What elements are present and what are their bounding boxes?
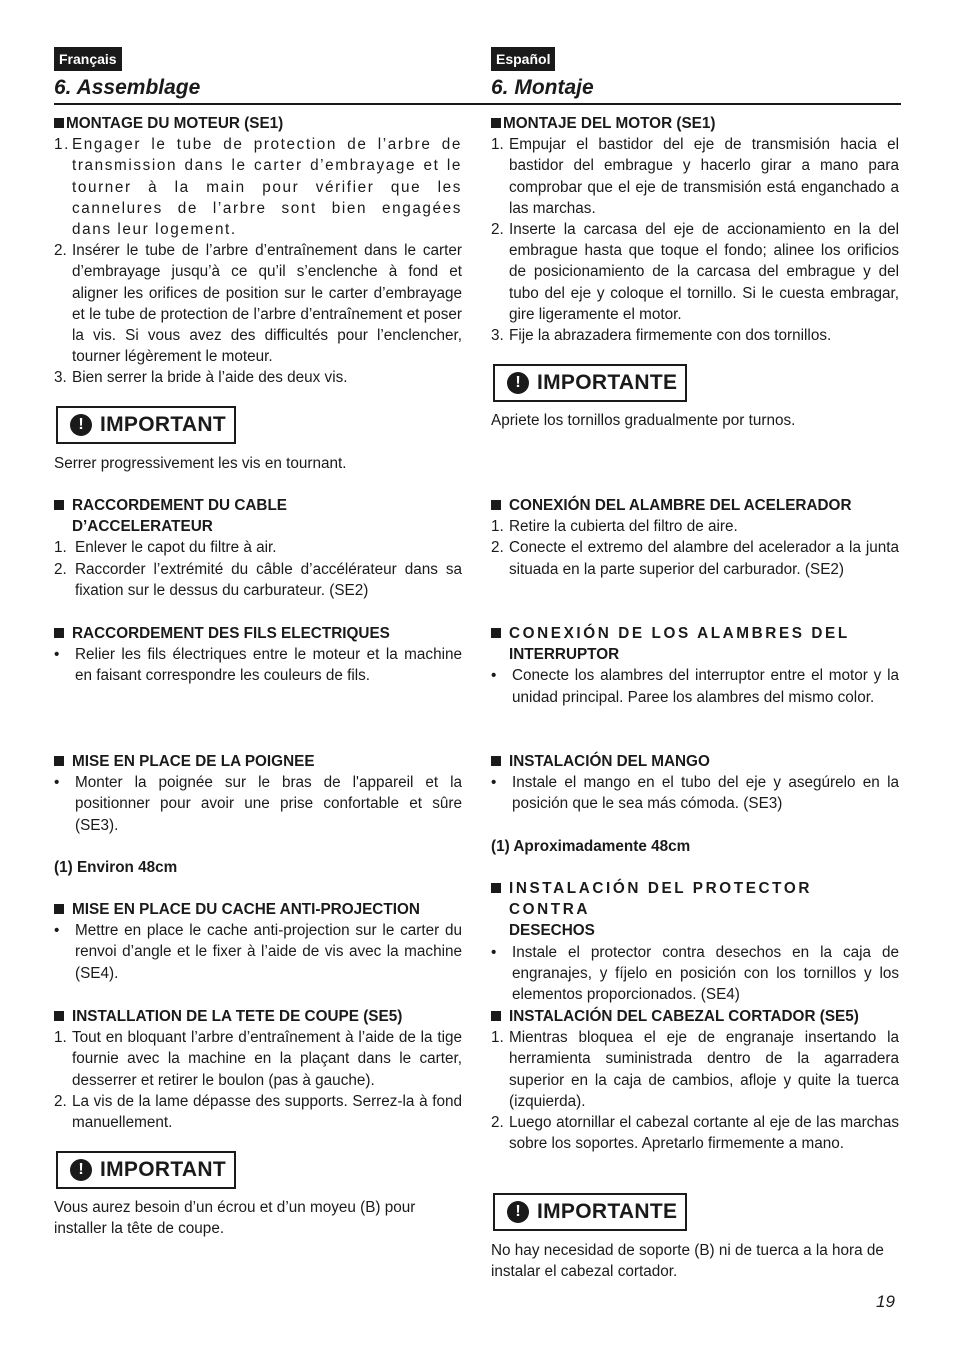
header-rule <box>54 103 901 105</box>
square-bullet-icon <box>54 899 72 920</box>
list-item: • Instale el protector contra desechos en la caja de engranajes, y fíjelo en posición con los tornillos y los elementos proporcionados. (SE4) <box>491 943 899 1004</box>
section-heading: INSTALLATION DE LA TETE DE COUPE (SE5) <box>72 1008 403 1025</box>
warning-icon: ! <box>507 1201 529 1223</box>
section-heading-cont: D’ACCELERATEUR <box>72 518 213 536</box>
list-item: 1. Engager le tube de protection de l’arbre de transmission dans le carter d’embrayage et le tourner à la main pour vérifier que les cannelures de l’arbre sont bien engagées dans leur logement. <box>54 136 462 239</box>
square-bullet-icon <box>491 751 509 772</box>
section-engine-mount <box>54 113 462 389</box>
list-item: 2. Conecte el extremo del alambre del acelerador a la junta situada en la parte superior del carburador. (SE2) <box>491 539 899 578</box>
section-heading: INSTALACIÓN DEL PROTECTOR CONTRA <box>509 880 812 919</box>
square-bullet-icon <box>54 623 72 644</box>
list-item: 1. Mientras bloquea el eje de engranaje insertando la herramienta suministrada dentro de la agarradera superior en la caja de cambios, afloje y quite la tuerca (izquierda). <box>491 1029 899 1110</box>
section-heading: INSTALACIÓN DEL MANGO <box>509 753 710 770</box>
important-text: No hay necesidad de soporte (B) ni de tuerca a la hora de instalar el cabezal cortador. <box>491 1242 884 1281</box>
important-text: Serrer progressivement les vis en tournant. <box>54 455 347 472</box>
list-item: • Monter la poignée sur le bras de l'appareil et la positionner pour avoir une prise confortable et sûre (SE3). <box>54 774 462 834</box>
section-debris-guard <box>54 899 462 984</box>
page-number: 19 <box>876 1292 895 1311</box>
square-bullet-icon <box>491 623 509 644</box>
section-throttle-cable <box>491 495 899 580</box>
section-heading: INSTALACIÓN DEL CABEZAL CORTADOR (SE5) <box>509 1008 859 1025</box>
section-cutting-head <box>54 1006 462 1133</box>
section-engine-mount <box>491 113 899 346</box>
section-heading-cont: INTERRUPTOR <box>509 646 620 664</box>
list-item: 3. Bien serrer la bride à l’aide des deux vis. <box>54 369 348 387</box>
important-label: IMPORTANT <box>100 413 226 437</box>
warning-icon: ! <box>70 414 92 436</box>
figure-note: (1) Environ 48cm <box>54 859 178 876</box>
warning-icon: ! <box>507 372 529 394</box>
list-item: 1. Enlever le capot du filtre à air. <box>54 539 277 557</box>
language-tag: Español <box>491 47 555 71</box>
important-label: IMPORTANT <box>100 1158 226 1182</box>
important-box <box>493 1193 687 1231</box>
list-item: • Relier les fils électriques entre le moteur et la machine en faisant correspondre les couleurs de fils. <box>54 646 462 685</box>
important-label: IMPORTANTE <box>537 371 678 395</box>
list-item: 2. Raccorder l’extrémité du câble d’accélérateur dans sa fixation sur le dessus du carburateur. (SE2) <box>54 560 462 599</box>
section-heading: MONTAGE DU MOTEUR (SE1) <box>66 115 284 132</box>
list-item: • Mettre en place le cache anti-projection sur le carter du renvoi d’angle et le fixer à l’aide de vis avec la machine (SE4). <box>54 922 462 982</box>
list-item: 1. Retire la cubierta del filtro de aire. <box>491 518 738 536</box>
section-title: 6. Montaje <box>491 76 594 99</box>
list-item: • Instale el mango en el tubo del eje y asegúrelo en la posición que le sea más cómoda. (SE3) <box>491 774 899 813</box>
list-item: 1. Tout en bloquant l’arbre d’entraînement à l’aide de la tige fournie avec la machine en la plaçant dans le carter, desserrer et retirer le boulon (pas à gauche). <box>54 1029 462 1089</box>
list-item: 2. La vis de la lame dépasse des supports. Serrez-la à fond manuellement. <box>54 1092 462 1132</box>
figure-note: (1) Aproximadamente 48cm <box>491 838 691 855</box>
square-bullet-icon <box>54 751 72 772</box>
section-handle <box>54 751 462 836</box>
language-tag: Français <box>54 47 122 71</box>
square-bullet-icon <box>54 113 66 134</box>
important-box <box>56 406 236 444</box>
square-bullet-icon <box>54 495 72 516</box>
square-bullet-icon <box>491 878 509 920</box>
important-text: Apriete los tornillos gradualmente por turnos. <box>491 412 796 429</box>
important-text: Vous aurez besoin d’un écrou et d’un moyeu (B) pour installer la tête de coupe. <box>54 1199 416 1238</box>
important-box <box>56 1151 236 1189</box>
list-item: 1. Empujar el bastidor del eje de transmisión hacia el bastidor del embrague y hacerlo girar a mano para comprobar que el eje de transmisión está enganchado a las marchas. <box>491 136 899 217</box>
section-heading: MISE EN PLACE DU CACHE ANTI-PROJECTION <box>72 901 420 918</box>
section-switch-wires <box>491 623 899 708</box>
section-heading-cont: DESECHOS <box>509 922 595 940</box>
section-heading: MISE EN PLACE DE LA POIGNEE <box>72 753 315 770</box>
section-heading: MONTAJE DEL MOTOR (SE1) <box>503 115 716 132</box>
important-label: IMPORTANTE <box>537 1200 678 1224</box>
section-heading: RACCORDEMENT DES FILS ELECTRIQUES <box>72 625 390 642</box>
square-bullet-icon <box>54 1006 72 1027</box>
list-item: 2. Inserte la carcasa del eje de accionamiento en la del embrague hasta que toque el fondo; alinee los orificios de posicionamiento de la carcasa del embrague y del tubo del eje y coloque el tornillo. Si le cuesta embragar, gire ligeramente el motor. <box>491 221 899 323</box>
section-debris-guard <box>491 878 899 1005</box>
square-bullet-icon <box>491 495 509 516</box>
section-heading: RACCORDEMENT DU CABLE <box>72 497 288 514</box>
warning-icon: ! <box>70 1159 92 1181</box>
list-item: • Conecte los alambres del interruptor entre el motor y la unidad principal. Paree los alambres del mismo color. <box>491 667 899 706</box>
list-item: 3. Fije la abrazadera firmemente con dos tornillos. <box>491 327 832 345</box>
section-heading: CONEXIÓN DE LOS ALAMBRES DEL <box>509 625 850 642</box>
list-item: 2. Insérer le tube de l’arbre d’entraînement dans le carter d’embrayage jusqu’à ce qu’il s’enclenche à fond et aligner les orifices de position sur le carter d’embrayage et le tube de protection de l’arbre d’entraînement et poser la vis. Si vous avez des difficultés pour l’enclencher, tourner légèrement le moteur. <box>54 242 462 366</box>
section-throttle-cable <box>54 495 462 601</box>
section-handle <box>491 751 899 815</box>
square-bullet-icon <box>491 1006 509 1027</box>
section-heading: CONEXIÓN DEL ALAMBRE DEL ACELERADOR <box>509 497 852 514</box>
important-box <box>493 364 687 402</box>
section-electric-wires <box>54 623 462 687</box>
section-cutting-head <box>491 1006 899 1154</box>
square-bullet-icon <box>491 113 503 134</box>
section-title: 6. Assemblage <box>54 76 201 99</box>
list-item: 2. Luego atornillar el cabezal cortante al eje de las marchas sobre los soportes. Apretarlo firmemente a mano. <box>491 1114 899 1153</box>
